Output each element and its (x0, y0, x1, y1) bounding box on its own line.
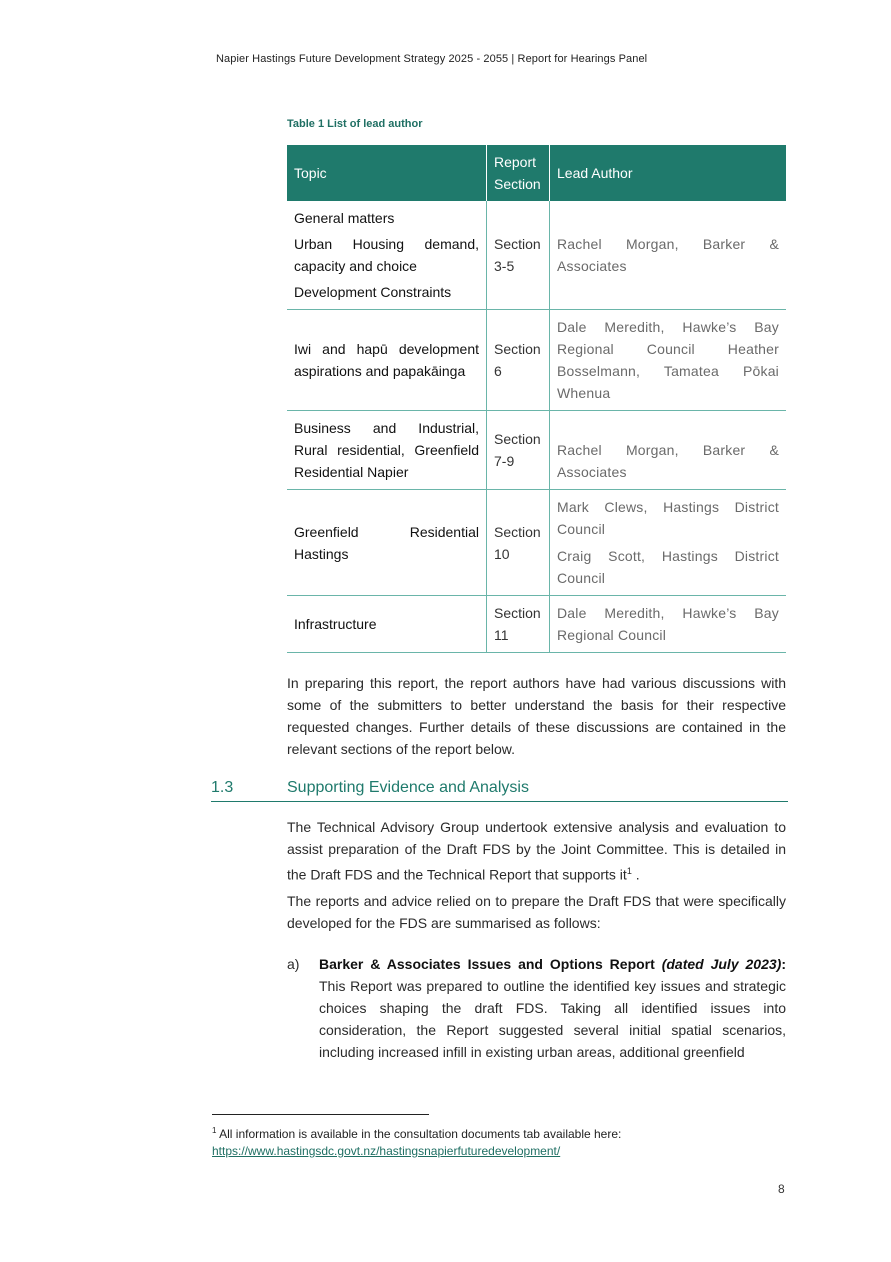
footnote-text: All information is available in the consultation documents tab available here: (216, 1127, 622, 1141)
table-row (287, 596, 786, 653)
section-cell: Section 3-5 (487, 201, 550, 310)
topic-cell (287, 596, 487, 653)
author-text: Dale Meredith, Hawke’s Bay Regional Council (557, 605, 779, 643)
table-header-row (287, 145, 786, 201)
footnote-divider (212, 1114, 429, 1115)
header-topic: Topic (287, 145, 487, 201)
author-cell (550, 310, 787, 411)
header-author: Lead Author (550, 145, 787, 201)
lead-author-table (287, 145, 786, 653)
topic-cell (287, 201, 487, 310)
topic-cell (287, 310, 487, 411)
author-cell (550, 596, 787, 653)
section-cell: Section 11 (487, 596, 550, 653)
topic-text: Iwi and hapū development aspirations and papakāinga (294, 341, 479, 379)
topic-text: Greenfield Residential Hastings (294, 523, 479, 562)
table-row (287, 201, 786, 310)
author-text: Rachel Morgan, Barker & Associates (557, 442, 779, 480)
list-item-body (319, 953, 786, 1063)
topic-text: Business and Industrial, Rural residential, Greenfield Residential Napier (294, 420, 479, 480)
section-cell: Section 7-9 (487, 411, 550, 490)
table-caption: Table 1 List of lead author (287, 118, 423, 130)
author-text: Rachel Morgan, Barker & Associates (557, 236, 779, 274)
topic-text: Urban Housing demand, capacity and choice (294, 236, 479, 274)
paragraph-discussions: In preparing this report, the report authors have had various discussions with some of the submitters to better understand the basis for their respective requested changes. Further details of these discussions are contained in the relevant sections of the report below. (287, 675, 786, 757)
topic-cell (287, 411, 487, 490)
paragraph-reports: The reports and advice relied on to prepare the Draft FDS that were specifically developed for the FDS are summarised as follows: (287, 893, 786, 931)
section-cell: Section 6 (487, 310, 550, 411)
author-cell (550, 201, 787, 310)
author-cell (550, 490, 787, 596)
paragraph-text: The Technical Advisory Group undertook extensive analysis and evaluation to assist preparation of the Draft FDS by the Joint Committee. This is detailed in the Draft FDS and the Technical Report that supports it (287, 819, 786, 883)
section-cell: Section 10 (487, 490, 550, 596)
table-row (287, 310, 786, 411)
section-title: Supporting Evidence and Analysis (287, 779, 529, 796)
footnote-ref[interactable]: 1 (626, 866, 632, 876)
item-text: This Report was prepared to outline the identified key issues and strategic choices shaping the draft FDS. Taking all identified issues into consideration, the Report suggested several initial spatial scenarios, including increased infill in existing urban areas, additional greenfield (319, 978, 786, 1060)
table-row (287, 411, 786, 490)
section-heading (211, 779, 788, 802)
topic-text: General matters (294, 210, 395, 226)
footnote-link[interactable]: https://www.hastingsdc.govt.nz/hastingsnapierfuturedevelopment/ (212, 1144, 561, 1158)
item-date: (dated July 2023) (661, 956, 782, 972)
list-marker: a) (287, 956, 300, 972)
table-row (287, 490, 786, 596)
header-section: Report Section (487, 145, 550, 201)
footnote (212, 1122, 621, 1160)
topic-text: Development Constraints (294, 284, 452, 300)
paragraph-end: . (631, 866, 640, 883)
list-item (287, 953, 786, 1063)
topic-cell (287, 490, 487, 596)
topic-text: Infrastructure (294, 616, 377, 632)
author-cell (550, 411, 787, 490)
paragraph-technical-advisory (287, 816, 786, 886)
footnote-number: 1 (212, 1126, 217, 1135)
page-number: 8 (778, 1182, 785, 1196)
item-colon: : (781, 956, 786, 972)
author-text: Craig Scott, Hastings District Council (557, 548, 779, 586)
item-title: Barker & Associates Issues and Options Report (319, 956, 655, 972)
author-text: Mark Clews, Hastings District Council (557, 499, 779, 537)
section-number: 1.3 (211, 779, 234, 796)
author-text: Dale Meredith, Hawke’s Bay Regional Council Heather Bosselmann, Tamatea Pōkai Whenua (557, 319, 779, 401)
running-header: Napier Hastings Future Development Strategy 2025 - 2055 | Report for Hearings Panel (216, 53, 648, 65)
